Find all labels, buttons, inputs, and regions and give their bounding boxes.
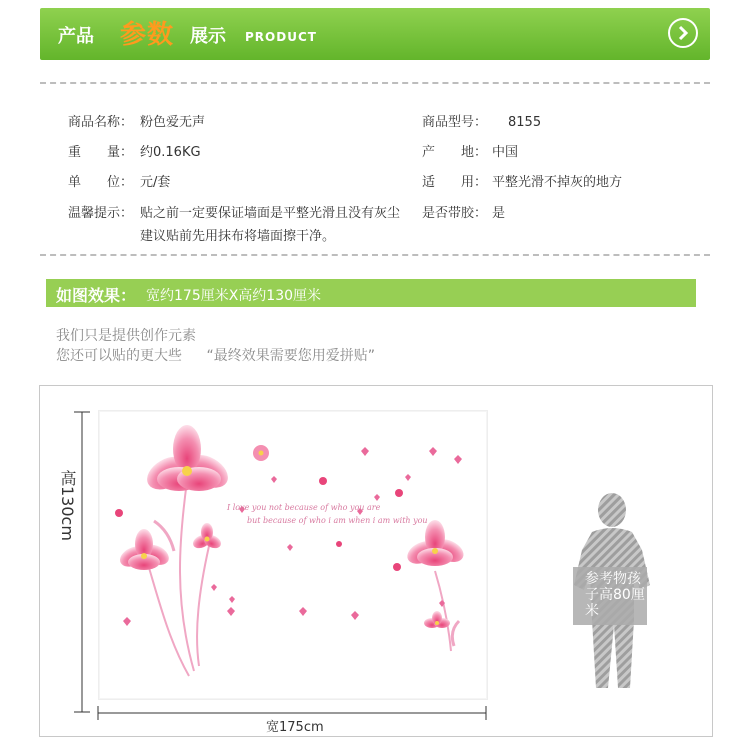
spec-value: 中国	[492, 145, 519, 160]
spec-label: 产 地：	[422, 145, 488, 160]
spec-value: 8155	[508, 115, 542, 130]
spec-label: 商品名称：	[68, 115, 134, 130]
width-label: 宽175cm	[266, 720, 324, 735]
reference-label: 参考物孩子高80厘米	[573, 567, 647, 625]
big-flower	[141, 425, 233, 496]
spec-label: 重 量：	[68, 145, 134, 160]
flower-illustration	[99, 411, 487, 699]
spec-value: 元/套	[140, 175, 171, 190]
note-line2-text: 您还可以贴的更大些	[56, 348, 182, 364]
spec-value: 粉色爱无声	[140, 115, 206, 130]
script-line2: but because of who i am when i am with you	[247, 516, 428, 525]
note-line1: 我们只是提供创作元素	[56, 328, 196, 344]
note-line3-text: “最终效果需要您用爱拼贴”	[206, 348, 375, 364]
spec-value: 贴之前一定要保证墙面是平整光滑且没有灰尘	[140, 206, 401, 221]
banner-text-params: 参数	[120, 20, 175, 50]
spec-label: 单 位：	[68, 175, 134, 190]
spec-value: 是	[492, 206, 506, 221]
spec-tip-line2: 建议贴前先用抹布将墙面擦干净。	[140, 229, 336, 244]
effect-heading: 如图效果：	[56, 286, 137, 305]
spec-value: 约0.16KG	[140, 145, 201, 160]
script-line1: I love you not because of who you are	[227, 503, 381, 512]
sticker-preview	[98, 410, 488, 700]
spec-label: 是否带胶：	[422, 206, 488, 221]
banner-english: PRODUCT	[245, 30, 317, 44]
effect-size: 宽约175厘米X高约130厘米	[146, 288, 322, 304]
spec-label: 温馨提示：	[68, 206, 134, 221]
banner-text-product: 产品	[58, 26, 94, 47]
height-label: 高130cm	[58, 470, 77, 541]
spec-label: 适 用：	[422, 175, 488, 190]
banner-text-display: 展示	[190, 26, 226, 47]
spec-label: 商品型号：	[422, 115, 488, 130]
spec-value: 平整光滑不掉灰的地方	[492, 175, 623, 190]
